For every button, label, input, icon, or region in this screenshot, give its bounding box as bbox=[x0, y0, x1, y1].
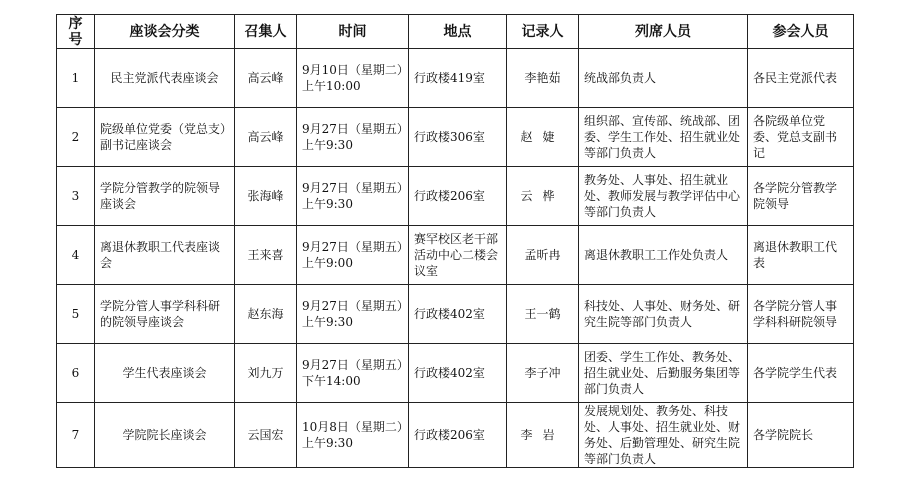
cell-category: 离退休教职工代表座谈会 bbox=[95, 226, 235, 285]
cell-convener: 刘九万 bbox=[235, 344, 297, 403]
meeting-schedule-table bbox=[56, 14, 854, 468]
cell-no: 2 bbox=[57, 108, 95, 167]
cell-convener: 张海峰 bbox=[235, 167, 297, 226]
table-row bbox=[57, 285, 854, 344]
cell-no: 1 bbox=[57, 49, 95, 108]
table-row bbox=[57, 403, 854, 468]
cell-no: 6 bbox=[57, 344, 95, 403]
cell-category: 民主党派代表座谈会 bbox=[95, 49, 235, 108]
cell-place: 行政楼402室 bbox=[409, 344, 507, 403]
cell-recorder: 李艳茹 bbox=[507, 49, 579, 108]
cell-recorder: 赵婕 bbox=[507, 108, 579, 167]
table-row bbox=[57, 108, 854, 167]
cell-attendees: 统战部负责人 bbox=[579, 49, 748, 108]
header-recorder: 记录人 bbox=[507, 15, 579, 49]
cell-attendees: 组织部、宣传部、统战部、团委、学生工作处、招生就业处等部门负责人 bbox=[579, 108, 748, 167]
cell-category: 院级单位党委（党总支）副书记座谈会 bbox=[95, 108, 235, 167]
cell-recorder: 王一鹤 bbox=[507, 285, 579, 344]
cell-participants: 各学院分管教学院领导 bbox=[748, 167, 854, 226]
cell-participants: 各民主党派代表 bbox=[748, 49, 854, 108]
header-participants: 参会人员 bbox=[748, 15, 854, 49]
cell-category: 学生代表座谈会 bbox=[95, 344, 235, 403]
cell-time: 9月27日（星期五）上午9:00 bbox=[297, 226, 409, 285]
cell-time: 9月27日（星期五）上午9:30 bbox=[297, 285, 409, 344]
cell-no: 7 bbox=[57, 403, 95, 468]
cell-no: 4 bbox=[57, 226, 95, 285]
cell-participants: 各学院院长 bbox=[748, 403, 854, 468]
cell-convener: 赵东海 bbox=[235, 285, 297, 344]
cell-no: 5 bbox=[57, 285, 95, 344]
cell-recorder: 李子冲 bbox=[507, 344, 579, 403]
cell-place: 行政楼402室 bbox=[409, 285, 507, 344]
header-attendees: 列席人员 bbox=[579, 15, 748, 49]
cell-category: 学院分管人事学科科研的院领导座谈会 bbox=[95, 285, 235, 344]
cell-place: 行政楼206室 bbox=[409, 403, 507, 468]
cell-time: 9月27日（星期五）上午9:30 bbox=[297, 167, 409, 226]
cell-no: 3 bbox=[57, 167, 95, 226]
cell-category: 学院院长座谈会 bbox=[95, 403, 235, 468]
cell-place: 行政楼206室 bbox=[409, 167, 507, 226]
cell-place: 行政楼306室 bbox=[409, 108, 507, 167]
header-time: 时间 bbox=[297, 15, 409, 49]
cell-attendees: 团委、学生工作处、教务处、招生就业处、后勤服务集团等部门负责人 bbox=[579, 344, 748, 403]
header-row bbox=[57, 15, 854, 49]
cell-time: 9月10日（星期二）上午10:00 bbox=[297, 49, 409, 108]
table-row bbox=[57, 49, 854, 108]
cell-recorder: 李岩 bbox=[507, 403, 579, 468]
cell-place: 赛罕校区老干部活动中心二楼会议室 bbox=[409, 226, 507, 285]
cell-time: 10月8日（星期二）上午9:30 bbox=[297, 403, 409, 468]
cell-category: 学院分管教学的院领导座谈会 bbox=[95, 167, 235, 226]
cell-convener: 高云峰 bbox=[235, 49, 297, 108]
header-place: 地点 bbox=[409, 15, 507, 49]
cell-convener: 高云峰 bbox=[235, 108, 297, 167]
table-row bbox=[57, 167, 854, 226]
cell-time: 9月27日（星期五）上午9:30 bbox=[297, 108, 409, 167]
cell-attendees: 科技处、人事处、财务处、研究生院等部门负责人 bbox=[579, 285, 748, 344]
cell-recorder: 孟昕冉 bbox=[507, 226, 579, 285]
cell-attendees: 教务处、人事处、招生就业处、教师发展与教学评估中心等部门负责人 bbox=[579, 167, 748, 226]
cell-attendees: 离退休教职工工作处负责人 bbox=[579, 226, 748, 285]
header-category: 座谈会分类 bbox=[95, 15, 235, 49]
cell-participants: 各院级单位党委、党总支副书记 bbox=[748, 108, 854, 167]
cell-time: 9月27日（星期五）下午14:00 bbox=[297, 344, 409, 403]
header-convener: 召集人 bbox=[235, 15, 297, 49]
cell-recorder: 云桦 bbox=[507, 167, 579, 226]
cell-convener: 云国宏 bbox=[235, 403, 297, 468]
cell-participants: 离退休教职工代表 bbox=[748, 226, 854, 285]
cell-attendees: 发展规划处、教务处、科技处、人事处、招生就业处、财务处、后勤管理处、研究生院等部门负责人 bbox=[579, 403, 748, 468]
table-row bbox=[57, 344, 854, 403]
header-no: 序号 bbox=[57, 15, 95, 49]
table-row bbox=[57, 226, 854, 285]
cell-place: 行政楼419室 bbox=[409, 49, 507, 108]
cell-participants: 各学院学生代表 bbox=[748, 344, 854, 403]
cell-convener: 王来喜 bbox=[235, 226, 297, 285]
cell-participants: 各学院分管人事学科科研院领导 bbox=[748, 285, 854, 344]
